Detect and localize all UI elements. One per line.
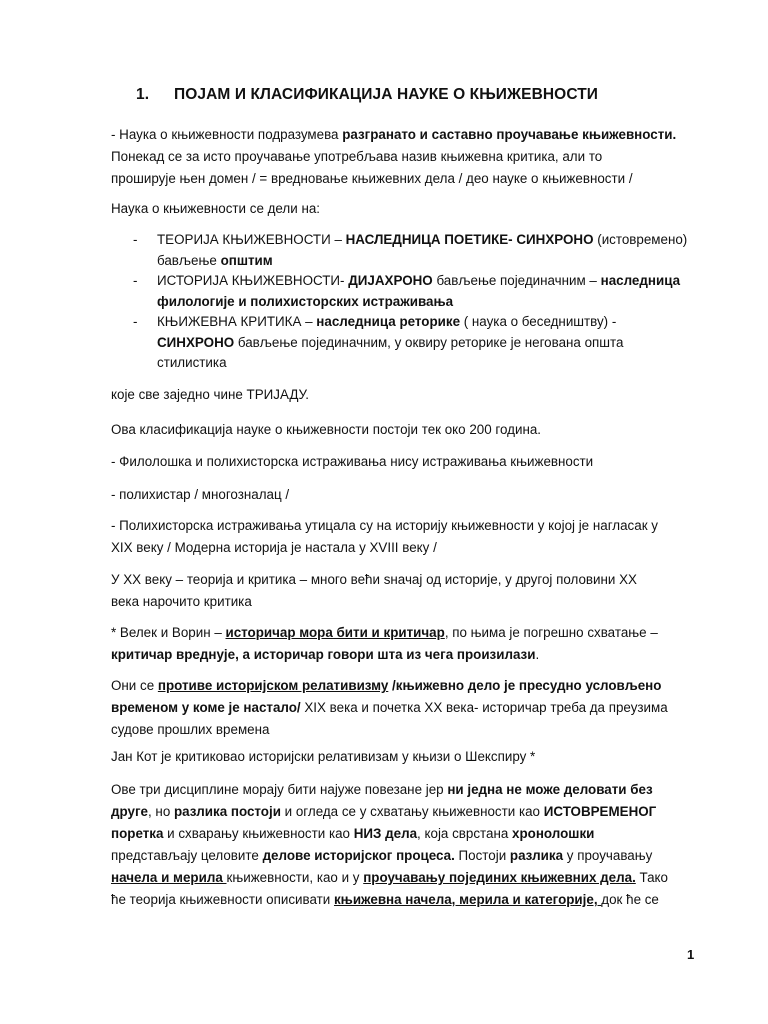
text-run-bold: наследница [600,273,681,288]
text-run-bold: ДИЈАХРОНО [348,273,433,288]
list-bullet: - [133,273,138,288]
text-run: . [535,647,540,662]
text-run: - Наука о књижевности подразумева [111,127,343,142]
paragraph-twentieth-century [111,569,701,613]
text-run: Постоји [454,848,510,863]
text-run: ( наука о беседништву) - [460,314,617,329]
text-run-bold: разгранато и саставно проучавање књижевности. [342,127,677,142]
text-run-bold: филологије и полихисторских истраживања [157,293,454,309]
text-run: , која сврстана [417,826,513,841]
text-run-bold: друге [111,804,148,819]
text-run: док ће се [601,892,659,907]
text-run: ИСТОРИЈА КЊИЖЕВНОСТИ- [157,273,349,288]
text-run: бављење [157,252,221,268]
paragraph-intro [111,124,701,190]
text-run: У XX веку – теорија и критика – много већи sначај од историје, у другој половини XX [111,572,637,587]
text-run: представљају целовите [111,848,263,863]
text-run-bold: критичар вреднује, а историчар говори шта из чега произилази [111,647,536,662]
text-run: у проучавању [563,848,653,863]
text-run: бављење појединачним – [432,273,601,288]
text-run-bold: НАСЛЕДНИЦА ПОЕТИКЕ- СИНХРОНО [345,232,594,247]
text-run-bold: ИСТОВРЕМЕНОГ [543,804,657,819]
text-run: Јан Кот је критиковао историјски релативизам у књизи о Шекспиру * [111,749,536,764]
text-run-bold: НИЗ дела [353,826,418,841]
paragraph-polyhistor-influence [111,515,701,559]
text-run: и огледа се у схватању књижевности као [280,804,544,819]
text-run: (истовремено) [593,232,688,247]
paragraph-polyhistor [111,484,701,506]
text-run-bold: временом у коме је настало/ [111,700,301,715]
text-run: и схварању књижевности као [163,826,354,841]
text-run-bold: /књижевно дело је пресудно условљено [388,678,662,693]
text-run-bold: општим [220,252,273,268]
text-run: , но [147,804,174,819]
list-bullet: - [133,314,138,329]
text-run: бављење појединачним, у оквиру реторике је негована општа [234,334,624,350]
paragraph-philology [111,451,701,473]
list-bullet: - [133,232,138,247]
paragraph-classification-age [111,419,701,441]
text-run: Ове три дисциплине морају бити најуже повезане јер [111,782,448,797]
text-run: ће теорија књижевности описивати [111,892,334,907]
text-run: стилистика [157,355,227,370]
text-run-bold: разлика постоји [174,804,281,819]
text-run-bold-underline: проучавању појединих књижевних дела. [363,870,636,885]
text-run: - Полихисторска истраживања утицала су на историју књижевности у којој је нагласак у [111,518,658,533]
paragraph-jan-kott [111,746,701,768]
text-run-bold-underline: књижевна начела, мерила и категорије, [333,892,602,907]
text-run: књижевности, као и у [226,870,364,885]
text-run: Ова класификација науке о књижевности постоји тек око 200 година. [111,422,542,437]
text-run: Тако [635,870,668,885]
text-run-bold: разлика [509,848,564,863]
text-run: XIX веку / Модерна историја је настала у XVIII веку / [111,540,437,555]
text-run: - Филолошка и полихисторска истраживања нису истраживања књижевности [111,454,594,469]
text-run-bold-underline: противе историјском релативизму [157,678,389,693]
text-run: , по њима је погрешно схватање – [444,625,658,640]
text-run-bold: хронолошки [512,826,595,841]
paragraph-relativism [111,675,701,741]
paragraph-division [111,198,701,220]
text-run-bold: делове историјског процеса. [262,848,455,863]
paragraph-three-disciplines [111,779,701,911]
text-run: судове прошлих времена [111,722,270,737]
heading-number: 1. [136,86,150,103]
paragraph-wellek-warren [111,622,701,666]
text-run-bold-underline: начела и мерила [111,870,227,885]
text-run-bold-underline: историчар мора бити и критичар [225,625,445,640]
text-run: ТЕОРИЈА КЊИЖЕВНОСТИ – [157,232,346,247]
section-heading [136,86,598,104]
text-run: * Велек и Ворин – [111,625,226,640]
text-run-bold: СИНХРОНО [157,334,235,350]
text-run: века нарочито критика [111,594,252,609]
text-run: Они се [111,678,158,693]
paragraph-triad [111,384,701,406]
text-run: - полихистар / многозналац / [111,487,290,502]
page-number: 1 [687,947,695,962]
text-run: које све заједно чине ТРИЈАДУ. [111,387,310,402]
text-run: XIX века и почетка XX века- историчар треба да преузима [300,700,668,715]
text-run: Понекад се за исто проучавање употребљава назив књижевна критика, али то [111,149,603,164]
text-run: проширује њен домен / = вредновање књижевних дела / део науке о књижевности / [111,171,633,186]
text-run: Наука о књижевности се дели на: [111,201,321,216]
heading-title: ПОЈАМ И КЛАСИФИКАЦИЈА НАУКЕ О КЊИЖЕВНОСТИ [174,86,599,103]
text-run: КЊИЖЕВНА КРИТИКА – [157,314,317,329]
text-run-bold: наследница реторике [316,314,461,329]
text-run-bold: ни једна не може деловати без [447,782,653,797]
text-run-bold: поретка [111,826,164,841]
